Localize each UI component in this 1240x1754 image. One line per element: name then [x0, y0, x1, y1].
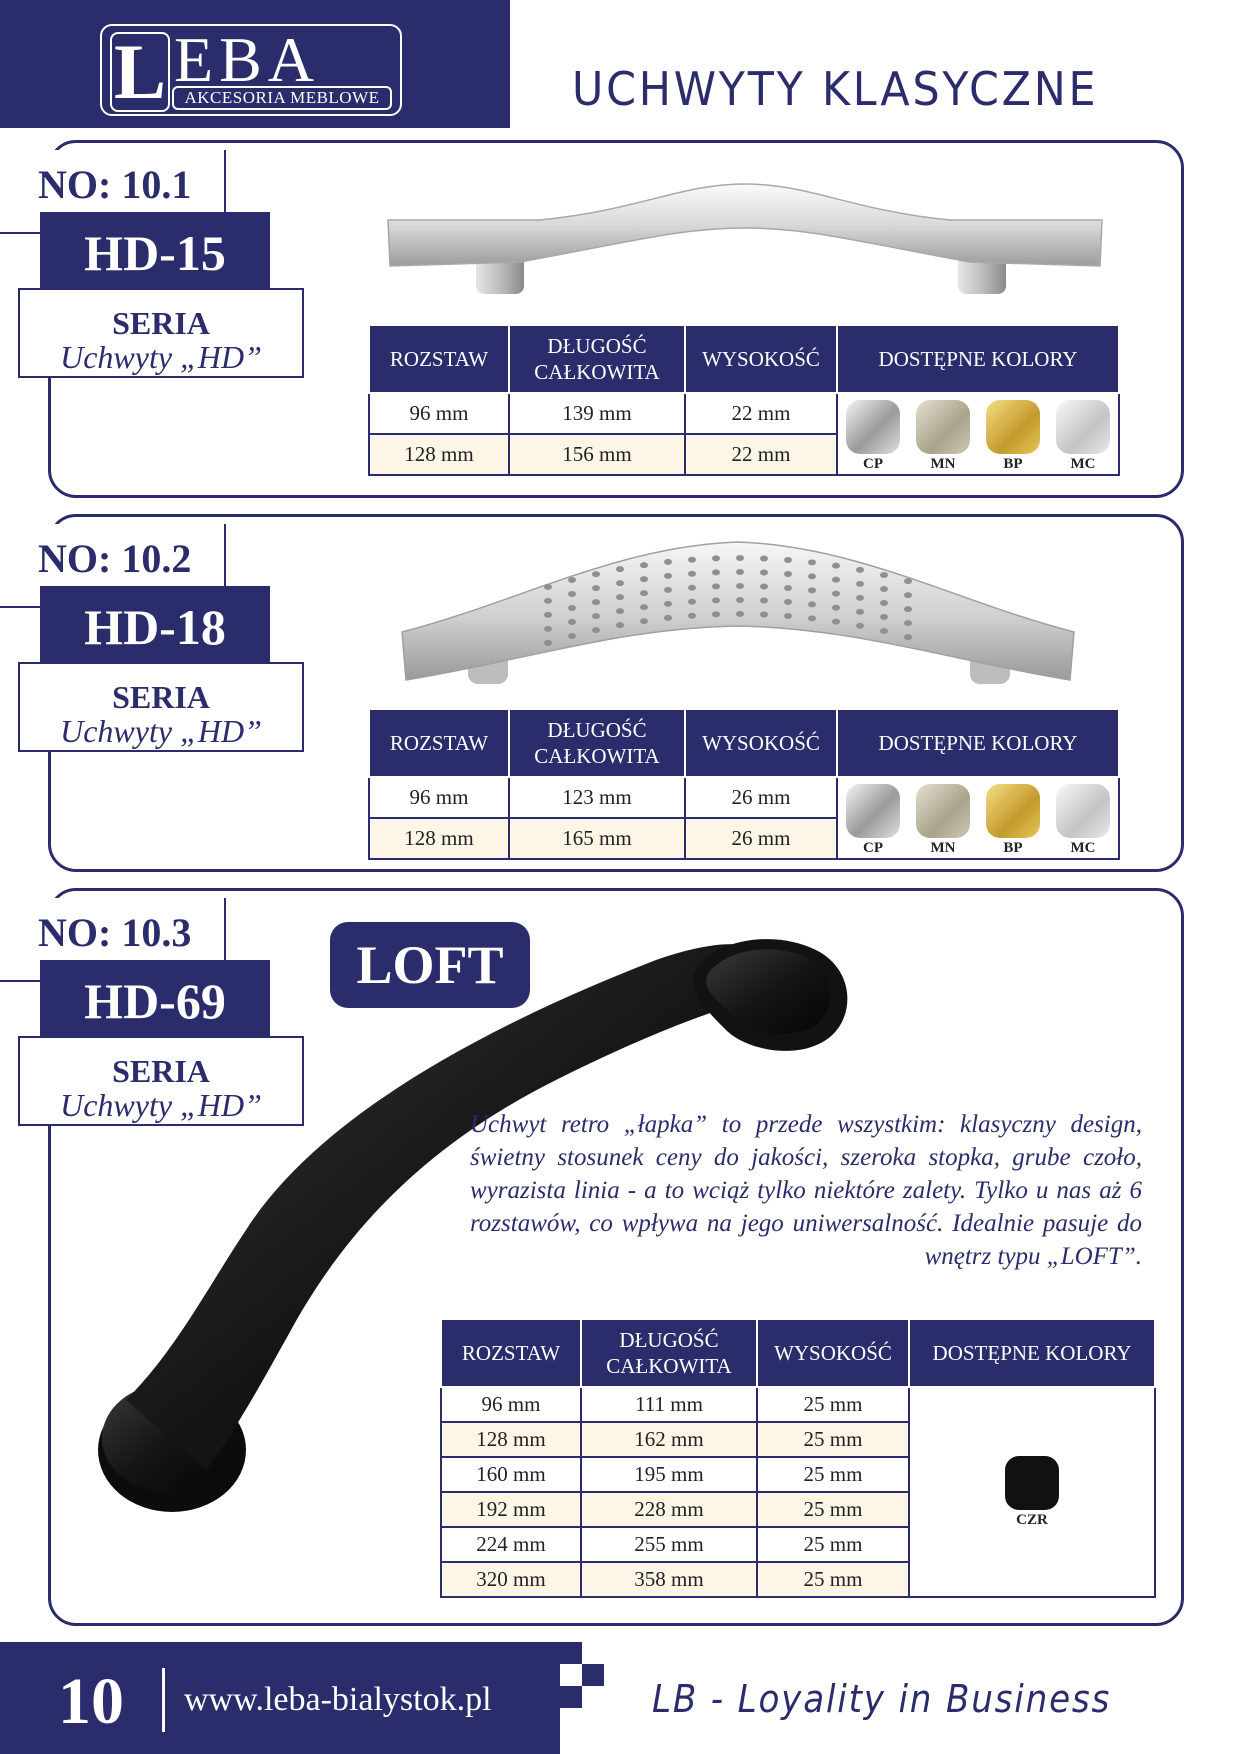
handle-dot [616, 580, 624, 586]
finish-code: MN [930, 839, 956, 856]
cell-length: 165 mm [509, 818, 685, 859]
handle-dot [712, 583, 720, 589]
handle-dot [784, 599, 792, 605]
cell-spacing: 160 mm [441, 1457, 581, 1492]
handle-dot [760, 598, 768, 604]
handle-dot [856, 595, 864, 601]
product-number: NO: 10.3 [0, 898, 226, 968]
handle-dot [808, 587, 816, 593]
handle-dot [688, 599, 696, 605]
handle-dot [640, 590, 648, 596]
brand-logo [100, 24, 402, 116]
finish-code: BP [1003, 839, 1023, 856]
finish-code: CP [863, 455, 883, 472]
handle-dot [784, 613, 792, 619]
cell-spacing: 96 mm [369, 777, 509, 818]
logo-wordmark: EBA [174, 24, 320, 95]
header-length-line1: DŁUGOŚĆ [547, 718, 647, 742]
swatch-chip [846, 400, 900, 454]
swatch-chip [916, 400, 970, 454]
handle-dot [784, 571, 792, 577]
swatch-chip [1005, 1456, 1059, 1510]
cell-spacing: 96 mm [369, 393, 509, 434]
finish-swatch-cp [844, 400, 902, 473]
handle-dot [544, 598, 552, 604]
handle-dot [688, 585, 696, 591]
handle-dot [712, 611, 720, 617]
handle-dot [760, 612, 768, 618]
header-length-line1: DŁUGOŚĆ [547, 334, 647, 358]
finish-swatch-bp [984, 784, 1042, 857]
finish-code: BP [1003, 455, 1023, 472]
series-name: Uchwyty „HD” [60, 713, 262, 749]
cell-spacing: 96 mm [441, 1387, 581, 1422]
series-box [18, 662, 304, 752]
finish-swatch-czr [1003, 1456, 1061, 1529]
page-title: UCHWYTY KLASYCZNE [572, 62, 1099, 116]
cell-height: 25 mm [757, 1527, 909, 1562]
cell-spacing: 128 mm [369, 818, 509, 859]
spec-table-hd-15 [368, 324, 1120, 476]
finish-swatches [837, 777, 1119, 859]
handle-dot [760, 584, 768, 590]
finish-swatches [837, 393, 1119, 475]
finish-swatches [909, 1387, 1155, 1597]
finish-code: CP [863, 839, 883, 856]
swatch-chip [846, 784, 900, 838]
cell-length: 228 mm [581, 1492, 757, 1527]
finish-code: MC [1070, 839, 1096, 856]
handle-dot [736, 569, 744, 575]
handle-dot [880, 586, 888, 592]
header-height: WYSOKOŚĆ [685, 709, 837, 777]
logo-letter: L [110, 32, 170, 112]
swatch-chip [1056, 784, 1110, 838]
handle-dot [544, 612, 552, 618]
handle-dot [832, 605, 840, 611]
series-title: SERIA [112, 1053, 210, 1089]
cell-height: 25 mm [757, 1422, 909, 1457]
swatch-chip [1056, 400, 1110, 454]
handle-dot [592, 571, 600, 577]
handle-dot [832, 591, 840, 597]
header-length-line2: CAŁKOWITA [534, 744, 660, 768]
handle-image-hd-15 [380, 180, 1110, 300]
decor-square [488, 78, 510, 100]
handle-dot [688, 613, 696, 619]
website-link[interactable]: www.leba-bialystok.pl [184, 1681, 492, 1718]
handle-dot [712, 555, 720, 561]
page-number: 10 [58, 1665, 124, 1738]
cell-length: 111 mm [581, 1387, 757, 1422]
handle-dot [688, 557, 696, 563]
cell-length: 255 mm [581, 1527, 757, 1562]
header-length [509, 325, 685, 393]
handle-dot [592, 627, 600, 633]
handle-dot [808, 573, 816, 579]
header-spacing: ROZSTAW [441, 1319, 581, 1387]
handle-dot [736, 555, 744, 561]
handle-dot [904, 620, 912, 626]
cell-spacing: 128 mm [369, 434, 509, 475]
series-title: SERIA [112, 679, 210, 715]
finish-code: MC [1070, 455, 1096, 472]
handle-dot [544, 626, 552, 632]
footer-divider [162, 1668, 165, 1732]
finish-code: CZR [1016, 1511, 1048, 1528]
header-colors: DOSTĘPNE KOLORY [837, 325, 1119, 393]
handle-dot [904, 634, 912, 640]
cell-height: 25 mm [757, 1492, 909, 1527]
swatch-chip [986, 784, 1040, 838]
cell-length: 162 mm [581, 1422, 757, 1457]
finish-swatch-mc [1054, 400, 1112, 473]
handle-image-hd-18 [398, 532, 1078, 692]
handle-dot [856, 581, 864, 587]
product-number: NO: 10.1 [0, 150, 226, 220]
product-model: HD-69 [40, 960, 270, 1042]
handle-dot [712, 569, 720, 575]
header-spacing: ROZSTAW [369, 325, 509, 393]
handle-dot [856, 623, 864, 629]
cell-height: 25 mm [757, 1457, 909, 1492]
handle-dot [640, 576, 648, 582]
handle-dot [880, 614, 888, 620]
handle-dot [616, 566, 624, 572]
product-description: Uchwyt retro „łapka” to przede wszystkim: klasyczny design, świetny stosunek ceny do jakości, szeroka stopka, grube czoło, wyrazista linia - a to wciąż tylko niektóre zalety. Tylko u nas aż 6 rozstawów, co wpływa na jego uniwersalność. Idealnie pasuje do wnętrz typu „LOFT”. [470, 1111, 1142, 1270]
handle-dot [832, 619, 840, 625]
series-name: Uchwyty „HD” [60, 1087, 262, 1123]
series-name: Uchwyty „HD” [60, 339, 262, 375]
cell-height: 26 mm [685, 818, 837, 859]
product-model: HD-15 [40, 212, 270, 294]
handle-dot [568, 633, 576, 639]
handle-dot [712, 597, 720, 603]
handle-dot [904, 606, 912, 612]
cell-spacing: 192 mm [441, 1492, 581, 1527]
handle-dot [688, 571, 696, 577]
product-model: HD-18 [40, 586, 270, 668]
handle-dot [664, 601, 672, 607]
product-number: NO: 10.2 [0, 524, 226, 594]
loft-badge: LOFT [330, 922, 530, 1008]
handle-dot [736, 583, 744, 589]
series-box [18, 288, 304, 378]
header-length [581, 1319, 757, 1387]
handle-dot [568, 591, 576, 597]
cell-spacing: 224 mm [441, 1527, 581, 1562]
header-length-line2: CAŁKOWITA [606, 1354, 732, 1378]
handle-dot [640, 562, 648, 568]
header-length-line2: CAŁKOWITA [534, 360, 660, 384]
cell-length: 358 mm [581, 1562, 757, 1597]
cell-height: 22 mm [685, 434, 837, 475]
header-length [509, 709, 685, 777]
spec-table-hd-69 [440, 1318, 1156, 1598]
handle-dot [544, 640, 552, 646]
swatch-chip [986, 400, 1040, 454]
handle-dot [592, 585, 600, 591]
finish-swatch-mc [1054, 784, 1112, 857]
handle-dot [544, 584, 552, 590]
series-title: SERIA [112, 305, 210, 341]
cell-spacing: 320 mm [441, 1562, 581, 1597]
handle-dot [832, 577, 840, 583]
finish-swatch-cp [844, 784, 902, 857]
cell-height: 25 mm [757, 1562, 909, 1597]
cell-height: 25 mm [757, 1387, 909, 1422]
handle-dot [592, 613, 600, 619]
handle-dot [616, 608, 624, 614]
decor-square [560, 1642, 582, 1664]
handle-dot [880, 572, 888, 578]
finish-code: MN [930, 455, 956, 472]
decor-square [466, 56, 488, 78]
spec-table-hd-18 [368, 708, 1120, 860]
handle-dot [640, 618, 648, 624]
handle-dot [640, 604, 648, 610]
handle-dot [784, 557, 792, 563]
cell-height: 22 mm [685, 393, 837, 434]
cell-length: 123 mm [509, 777, 685, 818]
decor-square [560, 1686, 582, 1708]
header-length-line1: DŁUGOŚĆ [619, 1328, 719, 1352]
handle-dot [880, 628, 888, 634]
cell-height: 26 mm [685, 777, 837, 818]
footer-slogan: LB - Loyality in Business [652, 1677, 1112, 1721]
handle-dot [616, 622, 624, 628]
handle-dot [808, 559, 816, 565]
cell-spacing: 128 mm [441, 1422, 581, 1457]
cell-length: 195 mm [581, 1457, 757, 1492]
cell-length: 139 mm [509, 393, 685, 434]
handle-dot [736, 611, 744, 617]
handle-dot [880, 600, 888, 606]
handle-dot [760, 556, 768, 562]
handle-dot [664, 615, 672, 621]
logo-subtitle: AKCESORIA MEBLOWE [172, 86, 392, 110]
handle-dot [592, 599, 600, 605]
handle-dot [808, 601, 816, 607]
header-spacing: ROZSTAW [369, 709, 509, 777]
handle-dot [568, 605, 576, 611]
swatch-chip [916, 784, 970, 838]
handle-dot [784, 585, 792, 591]
handle-dot [904, 578, 912, 584]
handle-dot [664, 587, 672, 593]
handle-dot [832, 563, 840, 569]
finish-swatch-mn [914, 784, 972, 857]
header-height: WYSOKOŚĆ [685, 325, 837, 393]
handle-dot [856, 609, 864, 615]
decor-square [582, 1664, 604, 1686]
handle-dot [664, 559, 672, 565]
header-height: WYSOKOŚĆ [757, 1319, 909, 1387]
handle-dot [760, 570, 768, 576]
handle-dot [568, 619, 576, 625]
finish-swatch-mn [914, 400, 972, 473]
header-colors: DOSTĘPNE KOLORY [837, 709, 1119, 777]
decor-square [466, 100, 488, 122]
handle-dot [664, 573, 672, 579]
handle-dot [616, 594, 624, 600]
handle-dot [736, 597, 744, 603]
cell-length: 156 mm [509, 434, 685, 475]
handle-dot [856, 567, 864, 573]
handle-dot [808, 615, 816, 621]
finish-swatch-bp [984, 400, 1042, 473]
handle-dot [568, 577, 576, 583]
header-colors: DOSTĘPNE KOLORY [909, 1319, 1155, 1387]
handle-dot [904, 592, 912, 598]
